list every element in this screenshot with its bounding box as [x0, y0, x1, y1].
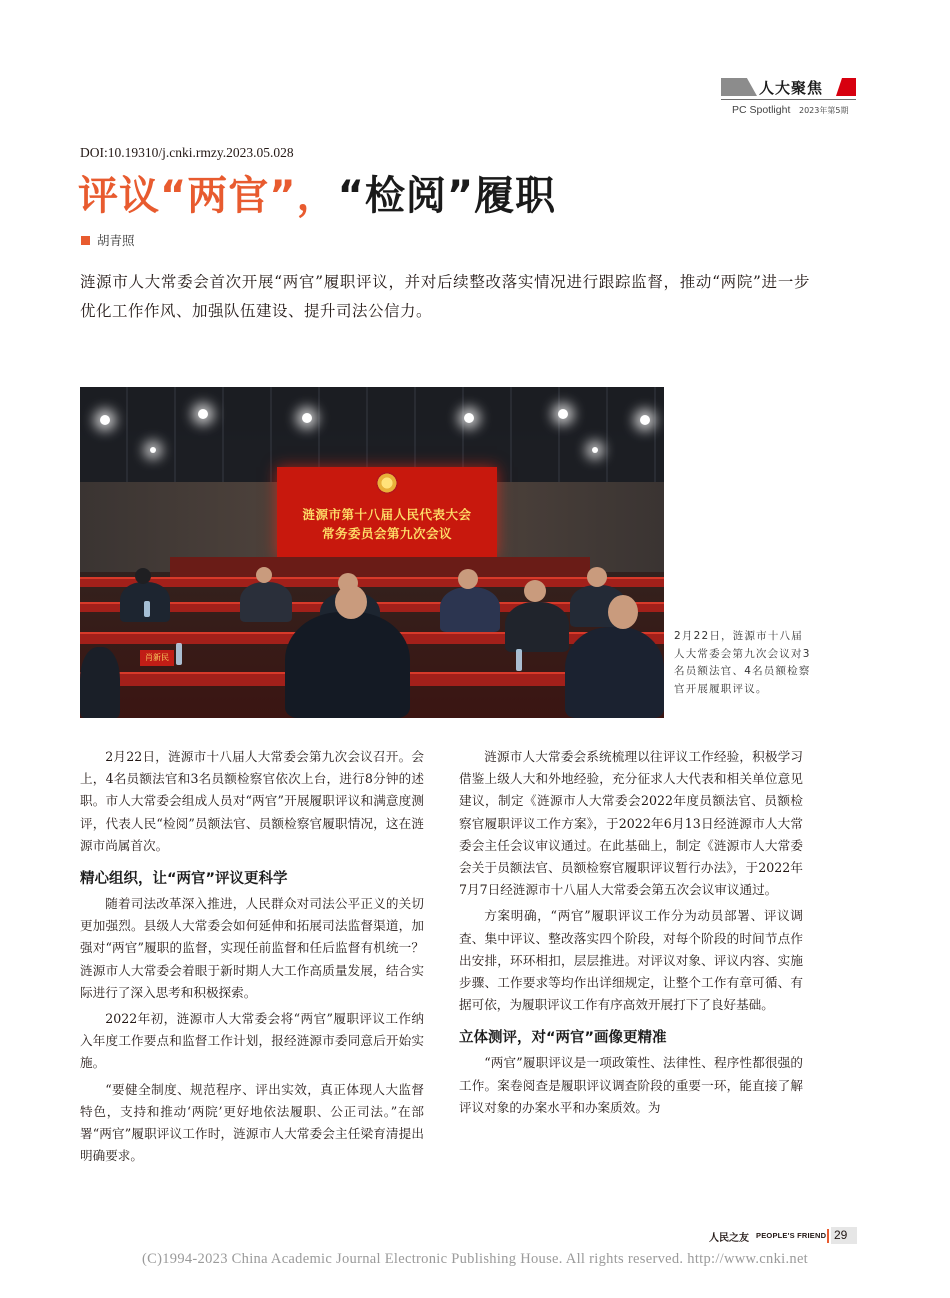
attendee-head [135, 568, 151, 584]
attendee-head [256, 567, 272, 583]
attendee [285, 612, 410, 718]
rostrum [170, 557, 590, 579]
meeting-photo [80, 387, 664, 718]
body-paragraph: 方案明确，“两官”履职评议工作分为动员部署、评议调查、集中评议、整改落实四个阶段，对每个阶段的时间节点作出安排，环环相扣，层层推进。对评议对象、评议内容、实施步骤、工作要求等均作出详细规定，让整个工作有章可循、有据可依，为履职评议工作有序高效开展打下了良好基础。 [459, 908, 803, 1013]
water-bottle [516, 649, 522, 671]
water-bottle [144, 601, 150, 617]
meeting-banner [277, 467, 497, 557]
ceiling-light [198, 409, 208, 419]
ceiling-light [150, 447, 156, 453]
body-paragraph: 涟源市人大常委会系统梳理以往评议工作经验，积极学习借鉴上级人大和外地经验，充分征求人大代表和相关单位意见建议，制定《涟源市人大常委会2022年度员额法官、员额检察官履职评议工作方案》，于2022年6月13日经涟源市人大常委会主任会议审议通过。在此基础上，制定《涟源市人大常委会关于员额法官、员额检察官履职评议暂行办法》，于2022年7月7日经涟源市十八届人大常委会第五次会议审议通过。 [459, 749, 803, 898]
attendee-head [458, 569, 478, 589]
ceiling-light [100, 415, 110, 425]
attendee-head [587, 567, 607, 587]
header-spotlight: PC Spotlight [732, 104, 791, 116]
photo-caption: 2月22日，涟源市十八届人大常委会第九次会议对3名员额法官、4名员额检察官开展履职评议。 [674, 630, 811, 695]
author-marker [81, 236, 90, 245]
attendee-head [524, 580, 546, 602]
attendee [240, 582, 292, 622]
ceiling-light [640, 415, 650, 425]
lead-paragraph: 涟源市人大常委会首次开展“两官”履职评议，并对后续整改落实情况进行跟踪监督，推动“两院”进一步优化工作作风、加强队伍建设、提升司法公信力。 [80, 273, 810, 320]
banner-line2: 常务委员会第九次会议 [321, 526, 452, 541]
body-paragraph: 2月22日，涟源市十八届人大常委会第九次会议召开。会上，4名员额法官和3名员额检察官依次上台，进行8分钟的述职。市人大常委会组成人员对“两官”开展履职评议和满意度测评，代表人民“检阅”员额法官、员额检察官履职情况，这在涟源市尚属首次。 [80, 749, 424, 853]
page-number: 29 [834, 1228, 848, 1242]
footer-brand-en: PEOPLE'S FRIEND [756, 1231, 827, 1240]
national-emblem-icon [376, 472, 398, 494]
desk-row [80, 577, 664, 587]
attendee [565, 627, 664, 718]
doi: DOI:10.19310/j.cnki.rmzy.2023.05.028 [80, 145, 294, 160]
section-header [721, 78, 856, 96]
header-red-tab [836, 78, 856, 96]
section-heading: 精心组织，让“两官”评议更科学 [80, 871, 288, 888]
water-bottle [176, 643, 182, 665]
article-title [78, 170, 556, 222]
author: 胡青照 [97, 233, 135, 248]
ceiling-light [558, 409, 568, 419]
header-rule [721, 99, 856, 100]
attendee [80, 647, 120, 718]
attendee-head [608, 595, 638, 629]
header-issue: 2023年第5期 [799, 106, 849, 115]
body-paragraph: 随着司法改革深入推进，人民群众对司法公平正义的关切更加强烈。县级人大常委会如何延伸和拓展司法监督渠道，加强对“两官”履职的监督，实现任前监督和任后监督有机统一？涟源市人大常委会着眼于新时期人大工作高质量发展，结合实际进行了深入思考和积极探索。 [80, 896, 424, 1000]
copyright-notice: (C)1994-2023 China Academic Journal Electronic Publishing House. All rights reserved. http://www.cnki.net [141, 1251, 809, 1267]
body-paragraph: “要健全制度、规范程序、评出实效，真正体现人大监督特色，支持和推动‘两院’更好地依法履职、公正司法。”在部署“两官”履职评议工作时，涟源市人大常委会主任梁育清提出明确要求。 [80, 1081, 424, 1164]
attendee-head [335, 585, 367, 619]
title-part2: “检阅”履职 [337, 173, 557, 219]
nameplate: 肖新民 [140, 650, 174, 666]
ceiling-light [464, 413, 474, 423]
footer-brand: 人民之友 [709, 1233, 749, 1244]
banner-line1: 涟源市第十八届人民代表大会 [302, 507, 472, 522]
header-grey-tab [721, 78, 757, 96]
body-paragraph: 2022年初，涟源市人大常委会将“两官”履职评议工作纳入年度工作要点和监督工作计划，报经涟源市委同意后开始实施。 [80, 1011, 424, 1071]
title-part1: 评议“两官”， [78, 173, 338, 219]
body-paragraph: “两官”履职评议是一项政策性、法律性、程序性都很强的工作。案卷阅查是履职评议调查阶段的重要一环，能直接了解评议对象的办案水平和办案质效。为 [459, 1055, 803, 1115]
attendee [505, 602, 569, 652]
footer-separator [827, 1229, 829, 1243]
ceiling-light [592, 447, 598, 453]
attendee [440, 587, 500, 632]
ceiling-light [302, 413, 312, 423]
right-column [459, 746, 803, 1123]
section-title: 人大聚焦 [759, 79, 824, 97]
section-heading: 立体测评，对“两官”画像更精准 [459, 1030, 667, 1047]
left-column [80, 746, 424, 1171]
